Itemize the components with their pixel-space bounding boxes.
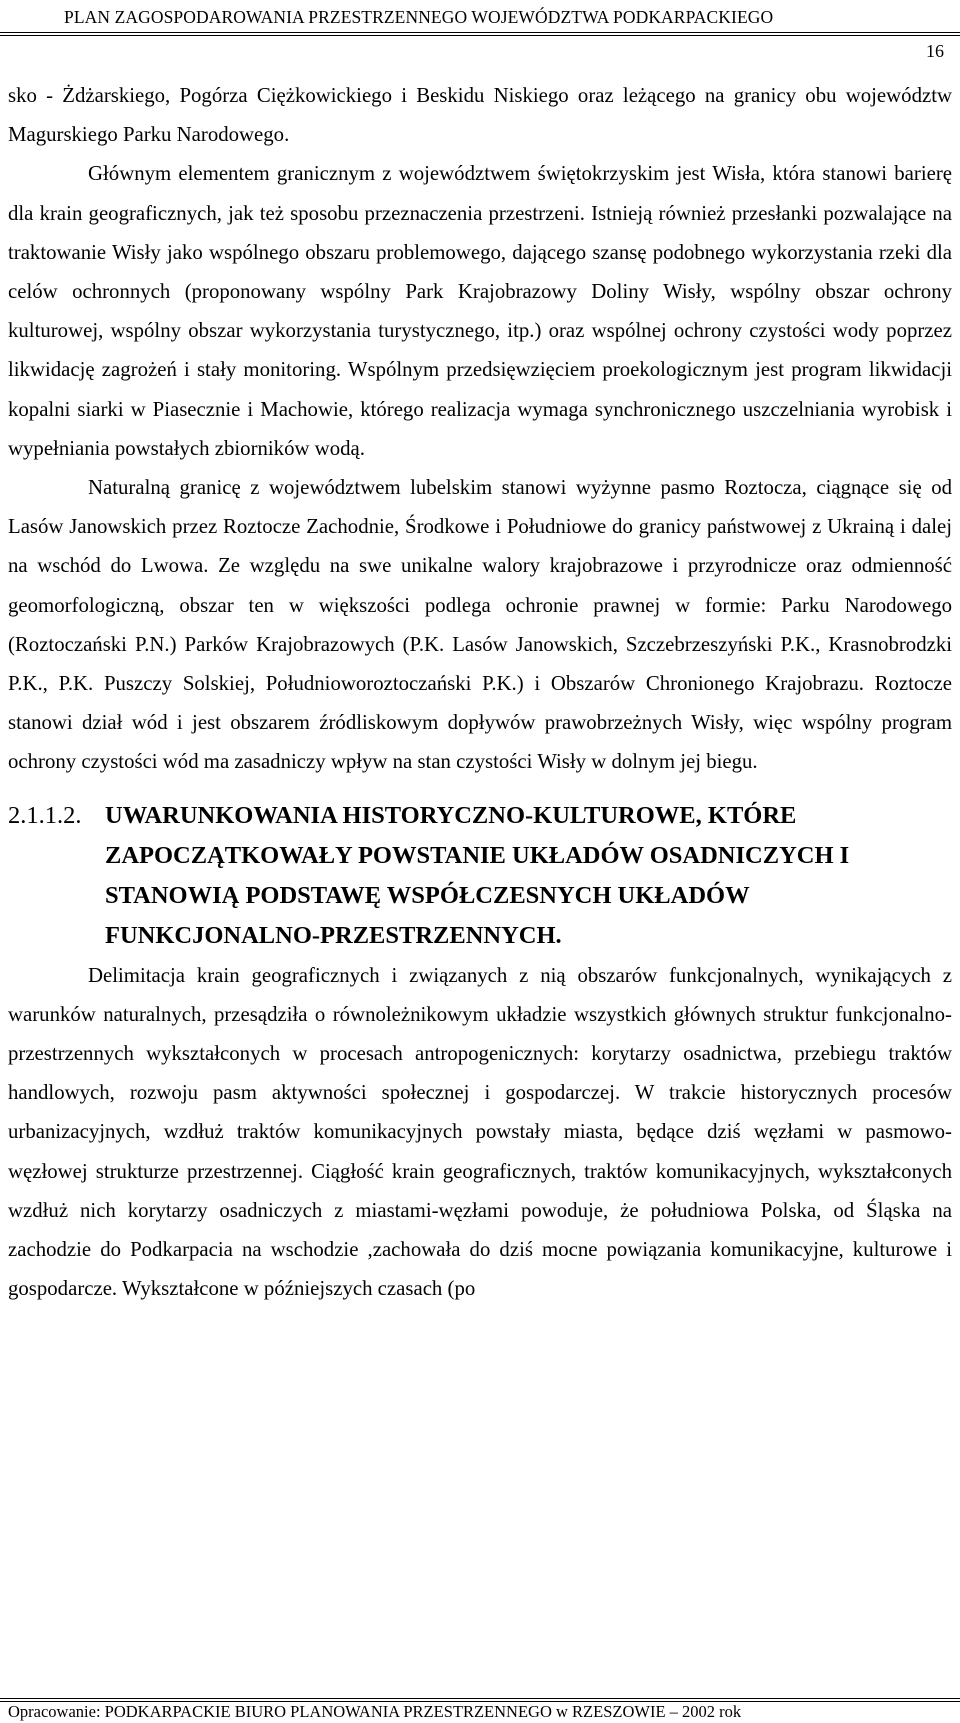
document-body (8, 76, 952, 1308)
section-number: 2.1.1.2. (8, 801, 82, 829)
section-heading (8, 796, 952, 956)
document-title: PLAN ZAGOSPODAROWANIA PRZESTRZENNEGO WOJEWÓDZTWA PODKARPACKIEGO (64, 7, 774, 27)
paragraph: Naturalną granicę z województwem lubelskim stanowi wyżynne pasmo Roztocza, ciągnące się od Lasów Janowskich przez Roztocze Zachodnie, Środkowe i Południowe do granicy państwowej z Ukrainą i dalej na wschód do Lwowa. Ze względu na swe unikalne walory krajobrazowe i przyrodnicze oraz odmienność geomorfologiczną, obszar ten w większości podlega ochronie prawnej w formie: Parku Narodowego (Roztoczański P.N.) Parków Krajobrazowych (P.K. Lasów Janowskich, Szczebrzeszyński P.K., Krasnobrodzki P.K., P.K. Puszczy Solskiej, Południoworoztoczański P.K.) i Obszarów Chronionego Krajobrazu. Roztocze stanowi dział wód i jest obszarem źródliskowym dopływów prawobrzeżnych Wisły, więc wspólny program ochrony czystości wód ma zasadniczy wpływ na stan czystości Wisły w dolnym jej biegu. (8, 476, 952, 774)
paragraph: sko - Żdżarskiego, Pogórza Ciężkowickiego i Beskidu Niskiego oraz leżącego na granicy obu województw Magurskiego Parku Narodowego. (8, 84, 952, 147)
page-number: 16 (926, 41, 944, 61)
header-rule-double (0, 35, 960, 36)
page-footer (0, 1672, 960, 1723)
page-header (0, 2, 960, 32)
paragraph: Delimitacja krain geograficznych i związanych z nią obszarów funkcjonalnych, wynikających z warunków naturalnych, przesądziła o równoleżnikowym układzie wszystkich głównych struktur funkcjonalno-przestrzennych wykształconych w procesach antropogenicznych: korytarzy osadnictwa, przebiegu traktów handlowych, rozwoju pasm aktywności społecznej i gospodarczej. W trakcie historycznych procesów urbanizacyjnych, wzdłuż traktów komunikacyjnych powstały miasta, będące dziś węzłami w pasmowo-węzłowej strukturze przestrzennej. Ciągłość krain geograficznych, traktów komunikacyjnych, wykształconych wzdłuż nich korytarzy osadniczych z miastami-węzłami powoduje, że południowa Polska, od Śląska na zachodzie do Podkarpacia na wschodzie ,zachowała do dziś mocne powiązania komunikacyjne, kulturowe i gospodarcze. Wykształcone w późniejszych czasach (po (8, 963, 952, 1301)
section-title: UWARUNKOWANIA HISTORYCZNO-KULTUROWE, KTÓRE ZAPOCZĄTKOWAŁY POWSTANIE UKŁADÓW OSADNICZYCH I STANOWIĄ PODSTAWĘ WSPÓŁCZESNYCH UKŁADÓW FUNKCJONALNO-PRZESTRZENNYCH. (105, 801, 850, 949)
paragraph: Głównym elementem granicznym z województwem świętokrzyskim jest Wisła, która stanowi barierę dla krain geograficznych, jak też sposobu przeznaczenia przestrzeni. Istnieją również przesłanki pozwalające na traktowanie Wisły jako wspólnego obszaru problemowego, dającego szansę podobnego wykorzystania rzeki dla celów ochronnych (proponowany wspólny Park Krajobrazowy Doliny Wisły, wspólny obszar ochrony kulturowej, wspólny obszar wykorzystania turystycznego, itp.) oraz wspólnej ochrony czystości wody poprzez likwidację zagrożeń i stały monitoring. Wspólnym przedsięwzięciem proekologicznym jest program likwidacji kopalni siarki w Piasecznie i Machowie, którego realizacja wymaga synchronicznego uszczelniania wyrobisk i wypełniania powstałych zbiorników wodą. (8, 162, 952, 460)
header-rule (0, 32, 960, 33)
footer-text: Opracowanie: PODKARPACKIE BIURO PLANOWANIA PRZESTRZENNEGO w RZESZOWIE – 2002 rok (8, 1702, 742, 1721)
footer-rule (0, 1698, 960, 1699)
